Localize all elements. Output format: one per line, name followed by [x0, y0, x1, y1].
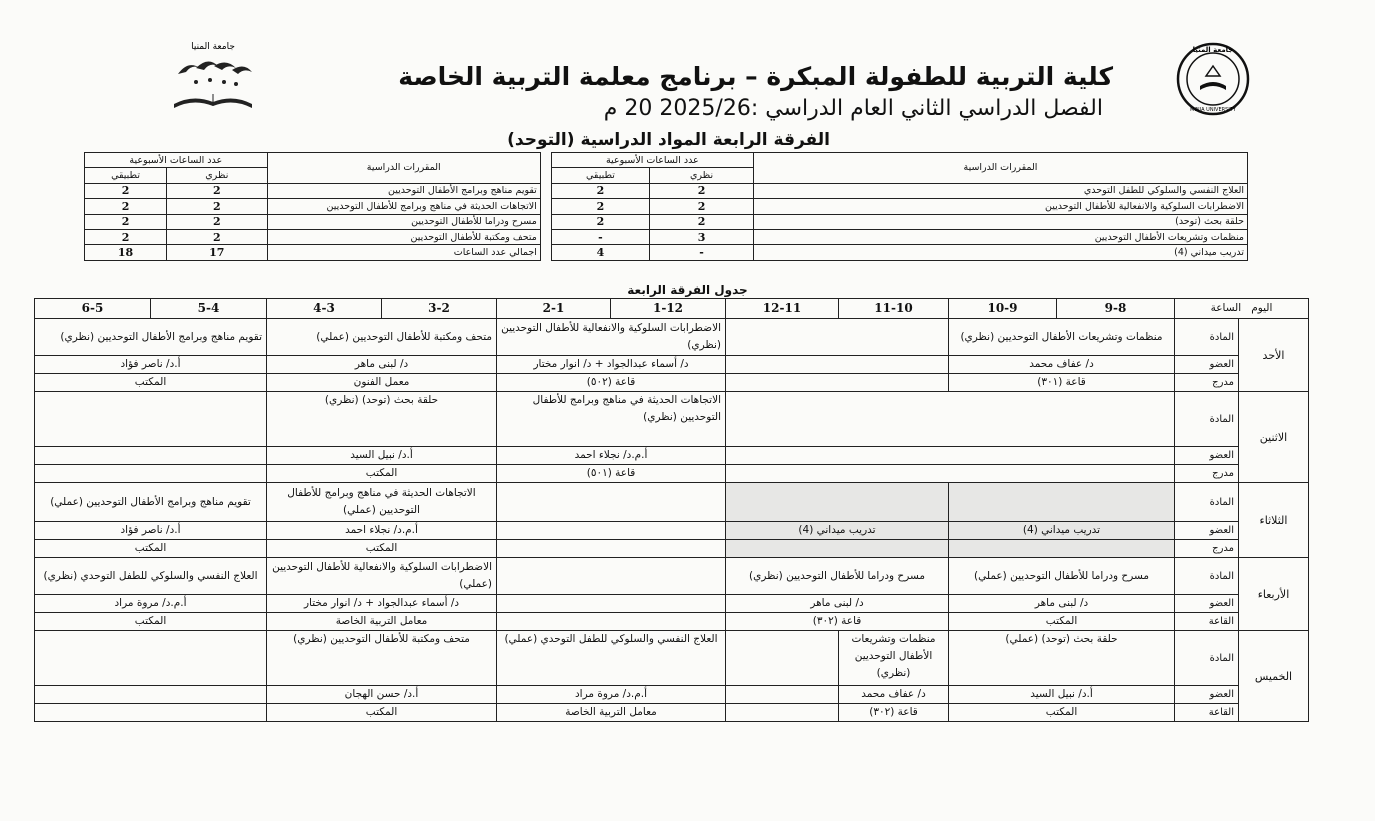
monday-empty — [726, 447, 1175, 465]
thursday-empty — [35, 631, 267, 686]
wednesday-subject-1: مسرح ودراما للأطفال التوحديين (عملي) — [949, 558, 1175, 595]
day-thursday: الخميس — [1239, 631, 1309, 722]
monday-venue-1: قاعة (٥٠١) — [497, 465, 726, 483]
course-name: متحف ومكتبة للأطفال التوحديين — [267, 229, 540, 244]
sunday-member-1: د/ عفاف محمد — [949, 356, 1175, 374]
tuesday-member-1: أ.م.د/ نجلاء احمد — [267, 522, 497, 540]
wednesday-subject-3: الاضطرابات السلوكية والانفعالية للأطفال التوحديين (عملي) — [267, 558, 497, 595]
subject-label: المادة — [1175, 558, 1239, 595]
venue-label: مدرج — [1175, 540, 1239, 558]
tuesday-training-block — [949, 540, 1175, 558]
sunday-venue-row — [35, 374, 1309, 392]
faculty-logo-text: جامعة المنيا — [191, 42, 235, 52]
course-name: مسرح ودراما للأطفال التوحديين — [267, 214, 540, 229]
monday-member-1: أ.م.د/ نجلاء احمد — [497, 447, 726, 465]
time-slot: 9-8 — [1057, 299, 1175, 319]
wednesday-subject-2: مسرح ودراما للأطفال التوحديين (نظري) — [726, 558, 949, 595]
tuesday-venue-row — [35, 540, 1309, 558]
courses-header-left: المقررات الدراسية — [267, 153, 540, 184]
thursday-subject-4: متحف ومكتبة للأطفال التوحديين (نظري) — [267, 631, 497, 686]
course-practical: 2 — [551, 199, 649, 214]
tuesday-training-2: تدريب ميداني (4) — [726, 522, 949, 540]
courses-table — [84, 152, 1248, 261]
university-logo — [1176, 42, 1250, 116]
sunday-venue-2: قاعة (٥٠٢) — [497, 374, 726, 392]
wednesday-empty — [497, 613, 726, 631]
course-theory: 2 — [167, 183, 268, 198]
tuesday-venue-2: المكتب — [35, 540, 267, 558]
time-header-row — [35, 299, 1309, 319]
thursday-subject-row — [35, 631, 1309, 686]
wednesday-venue-3: معامل التربية الخاصة — [267, 613, 497, 631]
monday-empty — [35, 447, 267, 465]
wednesday-empty — [497, 558, 726, 595]
theory-header-left: نظري — [167, 168, 268, 183]
monday-subject-row — [35, 392, 1309, 447]
tuesday-subject-2: تقويم مناهج وبرامج الأطفال التوحديين (عملي) — [35, 483, 267, 522]
total-theory: 17 — [167, 245, 268, 260]
thursday-empty — [726, 686, 839, 704]
course-practical: 2 — [85, 214, 167, 229]
thursday-empty — [726, 631, 839, 686]
thursday-venue-2: قاعة (٣٠٢) — [839, 704, 949, 722]
monday-venue-row — [35, 465, 1309, 483]
tuesday-training-block — [949, 483, 1175, 522]
monday-empty — [35, 392, 267, 447]
hall-label: القاعة — [1175, 704, 1239, 722]
thursday-member-1: أ.د/ نبيل السيد — [949, 686, 1175, 704]
wednesday-member-4: أ.م.د/ مروة مراد — [35, 595, 267, 613]
thursday-member-4: أ.د/ حسن الهجان — [267, 686, 497, 704]
monday-empty — [35, 465, 267, 483]
course-practical: 2 — [85, 229, 167, 244]
day-wednesday: الأربعاء — [1239, 558, 1309, 631]
subject-label: المادة — [1175, 483, 1239, 522]
semester-title: الفصل الدراسي الثاني العام الدراسي :2025/26 20 م — [603, 96, 1103, 121]
thursday-empty — [35, 686, 267, 704]
course-practical: 2 — [85, 183, 167, 198]
monday-empty — [726, 465, 1175, 483]
faculty-logo — [166, 38, 260, 112]
course-practical: 2 — [85, 199, 167, 214]
sunday-subject-1: منظمات وتشريعات الأطفال التوحديين (نظري) — [949, 319, 1175, 356]
wednesday-empty — [497, 595, 726, 613]
sunday-venue-4: المكتب — [35, 374, 267, 392]
document-header — [0, 0, 1375, 160]
corner-cell — [1175, 299, 1309, 319]
course-row — [85, 214, 1248, 229]
time-slot: 6-5 — [35, 299, 151, 319]
course-theory: 2 — [650, 214, 754, 229]
sunday-member-row — [35, 356, 1309, 374]
sunday-empty — [726, 319, 949, 356]
courses-header-right: المقررات الدراسية — [753, 153, 1247, 184]
venue-label: مدرج — [1175, 465, 1239, 483]
course-practical: 4 — [551, 245, 649, 260]
tuesday-member-row — [35, 522, 1309, 540]
wednesday-subject-row — [35, 558, 1309, 595]
corner-time: الساعة — [1210, 302, 1242, 314]
member-label: العضو — [1175, 595, 1239, 613]
subject-label: المادة — [1175, 319, 1239, 356]
monday-member-row — [35, 447, 1309, 465]
tuesday-training-block — [726, 483, 949, 522]
subject-label: المادة — [1175, 392, 1239, 447]
venue-label: مدرج — [1175, 374, 1239, 392]
level-title: الفرقة الرابعة المواد الدراسية (التوحد) — [507, 130, 830, 150]
course-theory: 2 — [167, 214, 268, 229]
sunday-subject-2: الاضطرابات السلوكية والانفعالية للأطفال التوحديين (نظري) — [497, 319, 726, 356]
time-slot: 4-3 — [267, 299, 382, 319]
monday-venue-2: المكتب — [267, 465, 497, 483]
member-label: العضو — [1175, 686, 1239, 704]
corner-day: اليوم — [1251, 302, 1273, 314]
tuesday-empty — [497, 522, 726, 540]
wednesday-member-row — [35, 595, 1309, 613]
sunday-member-3: د/ لبنى ماهر — [267, 356, 497, 374]
monday-member-2: أ.د/ نبيل السيد — [267, 447, 497, 465]
course-name: العلاج النفسي والسلوكي للطفل التوحدي — [753, 183, 1247, 198]
course-theory: 2 — [167, 229, 268, 244]
sunday-member-4: أ.د/ ناصر فؤاد — [35, 356, 267, 374]
course-name: حلقة بحث (توحد) — [753, 214, 1247, 229]
course-theory: 2 — [650, 199, 754, 214]
hall-label: القاعة — [1175, 613, 1239, 631]
time-slot: 12-11 — [726, 299, 839, 319]
hours-header-right: عدد الساعات الأسبوعية — [551, 153, 753, 168]
member-label: العضو — [1175, 356, 1239, 374]
member-label: العضو — [1175, 522, 1239, 540]
wednesday-member-1: د/ لبنى ماهر — [949, 595, 1175, 613]
sunday-member-2: د/ أسماء عبدالجواد + د/ انوار مختار — [497, 356, 726, 374]
hours-header-left: عدد الساعات الأسبوعية — [85, 153, 268, 168]
sunday-empty — [726, 356, 949, 374]
course-practical: 2 — [551, 214, 649, 229]
thursday-empty — [726, 704, 839, 722]
wednesday-venue-4: المكتب — [35, 613, 267, 631]
tuesday-member-2: أ.د/ ناصر فؤاد — [35, 522, 267, 540]
time-slot: 1-12 — [611, 299, 726, 319]
course-practical: 2 — [551, 183, 649, 198]
thursday-venue-1: المكتب — [949, 704, 1175, 722]
time-slot: 3-2 — [382, 299, 497, 319]
member-label: العضو — [1175, 447, 1239, 465]
sunday-empty — [726, 374, 949, 392]
sunday-subject-3: متحف ومكتبة للأطفال التوحديين (عملي) — [267, 319, 497, 356]
course-theory: 2 — [167, 199, 268, 214]
tuesday-subject-row — [35, 483, 1309, 522]
course-row — [85, 245, 1248, 260]
schedule-table — [34, 298, 1309, 722]
wednesday-venue-2: قاعة (٣٠٢) — [726, 613, 949, 631]
course-row — [85, 183, 1248, 198]
sunday-venue-3: معمل الفنون — [267, 374, 497, 392]
day-monday: الاثنين — [1239, 392, 1309, 483]
time-slot: 2-1 — [497, 299, 611, 319]
wednesday-hall-row — [35, 613, 1309, 631]
day-sunday: الأحد — [1239, 319, 1309, 392]
course-row — [85, 199, 1248, 214]
tuesday-training-block — [726, 540, 949, 558]
thursday-member-2: د/ عفاف محمد — [839, 686, 949, 704]
tuesday-subject-1: الاتجاهات الحديثة في مناهج وبرامج للأطفال التوحديين (عملي) — [267, 483, 497, 522]
thursday-venue-3: معامل التربية الخاصة — [497, 704, 726, 722]
sunday-subject-4: تقويم مناهج وبرامج الأطفال التوحديين (نظري) — [35, 319, 267, 356]
table-gap — [540, 153, 551, 261]
total-hours-label: اجمالي عدد الساعات — [267, 245, 540, 260]
wednesday-venue-1: المكتب — [949, 613, 1175, 631]
sunday-subject-row — [35, 319, 1309, 356]
monday-empty — [726, 392, 1175, 447]
thursday-subject-3: العلاج النفسي والسلوكي للطفل التوحدي (عملي) — [497, 631, 726, 686]
course-name: تدريب ميداني (4) — [753, 245, 1247, 260]
course-theory: - — [650, 245, 754, 260]
total-practical: 18 — [85, 245, 167, 260]
college-title: كلية التربية للطفولة المبكرة – برنامج معلمة التربية الخاصة — [398, 62, 1113, 91]
university-logo-subtext: MINIA UNIVERSITY — [1190, 107, 1236, 113]
tuesday-empty — [497, 483, 726, 522]
time-slot: 10-9 — [949, 299, 1057, 319]
course-row — [85, 229, 1248, 244]
monday-subject-2: حلقة بحث (توحد) (نظري) — [267, 392, 497, 447]
wednesday-subject-4: العلاج النفسي والسلوكي للطفل التوحدي (نظري) — [35, 558, 267, 595]
thursday-hall-row — [35, 704, 1309, 722]
course-name: الاتجاهات الحديثة في مناهج وبرامج للأطفال التوحديين — [267, 199, 540, 214]
wednesday-member-2: د/ لبنى ماهر — [726, 595, 949, 613]
subject-label: المادة — [1175, 631, 1239, 686]
wednesday-member-3: د/ أسماء عبدالجواد + د/ انوار مختار — [267, 595, 497, 613]
schedule-title: جدول الفرقة الرابعة — [627, 283, 748, 297]
thursday-subject-2: منظمات وتشريعات الأطفال التوحديين (نظري) — [839, 631, 949, 686]
theory-header-right: نظري — [650, 168, 754, 183]
course-theory: 3 — [650, 229, 754, 244]
course-name: تقويم مناهج وبرامج الأطفال التوحديين — [267, 183, 540, 198]
time-slot: 11-10 — [839, 299, 949, 319]
practical-header-left: تطبيقي — [85, 168, 167, 183]
thursday-member-row — [35, 686, 1309, 704]
thursday-subject-1: حلقة بحث (توحد) (عملي) — [949, 631, 1175, 686]
monday-subject-1: الاتجاهات الحديثة في مناهج وبرامج للأطفال التوحديين (نظري) — [497, 392, 726, 447]
thursday-empty — [35, 704, 267, 722]
day-tuesday: الثلاثاء — [1239, 483, 1309, 558]
course-name: منظمات وتشريعات الأطفال التوحديين — [753, 229, 1247, 244]
time-slot: 5-4 — [151, 299, 267, 319]
tuesday-training-1: تدريب ميداني (4) — [949, 522, 1175, 540]
university-logo-text: جامعة المنيا — [1192, 46, 1234, 54]
course-name: الاضطرابات السلوكية والانفعالية للأطفال التوحديين — [753, 199, 1247, 214]
tuesday-venue-1: المكتب — [267, 540, 497, 558]
tuesday-empty — [497, 540, 726, 558]
thursday-member-3: أ.م.د/ مروة مراد — [497, 686, 726, 704]
sunday-venue-1: قاعة (٣٠١) — [949, 374, 1175, 392]
course-practical: - — [551, 229, 649, 244]
thursday-venue-4: المكتب — [267, 704, 497, 722]
practical-header-right: تطبيقي — [551, 168, 649, 183]
course-theory: 2 — [650, 183, 754, 198]
